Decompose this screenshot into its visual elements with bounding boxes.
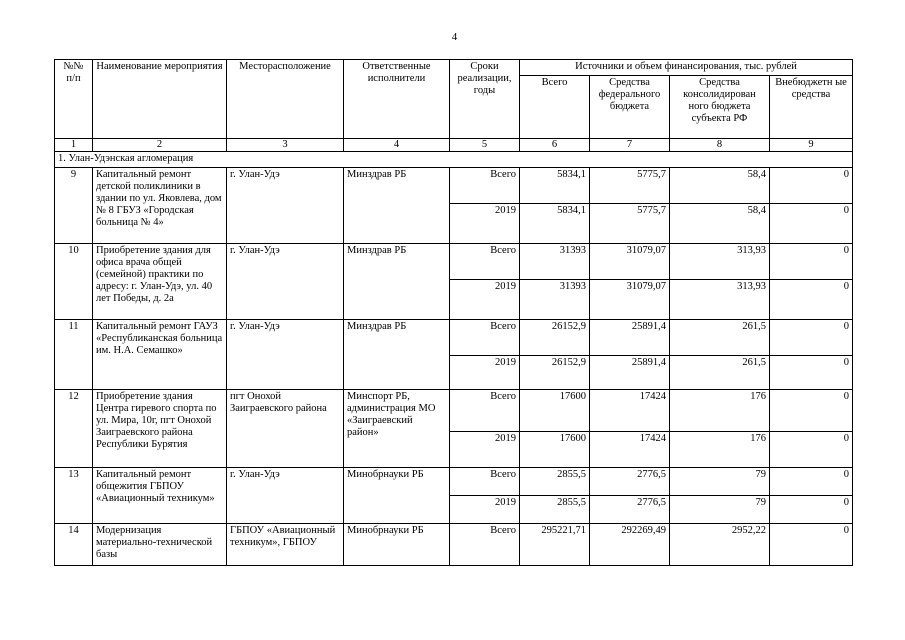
header-location: Месторасположение (227, 60, 344, 139)
amount-federal: 5775,7 (590, 204, 670, 244)
event-location: пгт Онохой Заиграевского района (227, 390, 344, 468)
amount-regional: 58,4 (670, 168, 770, 204)
table-row (55, 390, 853, 432)
event-responsible: Минздрав РБ (344, 244, 450, 320)
header-num: №№ п/п (55, 60, 93, 139)
row-number: 14 (55, 524, 93, 566)
amount-total: 31393 (520, 244, 590, 280)
amount-federal: 2776,5 (590, 468, 670, 496)
column-number: 2 (93, 139, 227, 152)
event-responsible: Минздрав РБ (344, 320, 450, 390)
financing-table (54, 59, 853, 566)
event-name: Приобретение здания для офиса врача общей (семейной) практики по адресу: г. Улан-Удэ, ул. 40 лет Победы, д. 2а (93, 244, 227, 320)
amount-federal: 2776,5 (590, 496, 670, 524)
amount-regional: 176 (670, 432, 770, 468)
row-number: 10 (55, 244, 93, 320)
amount-federal: 17424 (590, 432, 670, 468)
event-location: г. Улан-Удэ (227, 320, 344, 390)
event-location: г. Улан-Удэ (227, 168, 344, 244)
amount-regional: 58,4 (670, 204, 770, 244)
amount-total: 26152,9 (520, 356, 590, 390)
amount-federal: 31079,07 (590, 280, 670, 320)
amount-regional: 261,5 (670, 320, 770, 356)
amount-extra: 0 (770, 168, 853, 204)
event-location: г. Улан-Удэ (227, 244, 344, 320)
event-name: Капитальный ремонт общежития ГБПОУ «Авиационный техникум» (93, 468, 227, 524)
period: 2019 (450, 496, 520, 524)
event-responsible: Минобрнауки РБ (344, 524, 450, 566)
amount-extra: 0 (770, 320, 853, 356)
column-number: 9 (770, 139, 853, 152)
header-financing: Источники и объем финансирования, тыс. рублей (520, 60, 853, 76)
amount-extra: 0 (770, 356, 853, 390)
header-federal: Средства федерального бюджета (590, 76, 670, 139)
amount-extra: 0 (770, 244, 853, 280)
amount-total: 31393 (520, 280, 590, 320)
event-location: ГБПОУ «Авиационный техникум», ГБПОУ (227, 524, 344, 566)
header-responsible: Ответственные исполнители (344, 60, 450, 139)
event-name: Модернизация материально-технической базы (93, 524, 227, 566)
row-number: 11 (55, 320, 93, 390)
header-regional: Средства консолидирован ного бюджета субъекта РФ (670, 76, 770, 139)
period: Всего (450, 468, 520, 496)
period: 2019 (450, 356, 520, 390)
table-row (55, 320, 853, 356)
event-name: Капитальный ремонт ГАУЗ «Республиканская больница им. Н.А. Семашко» (93, 320, 227, 390)
table-row (55, 524, 853, 566)
amount-federal: 17424 (590, 390, 670, 432)
period: 2019 (450, 280, 520, 320)
column-number: 3 (227, 139, 344, 152)
row-number: 12 (55, 390, 93, 468)
event-responsible: Минспорт РБ, администрация МО «Заиграевский район» (344, 390, 450, 468)
amount-extra: 0 (770, 468, 853, 496)
amount-extra: 0 (770, 524, 853, 566)
table-header (55, 60, 853, 152)
amount-extra: 0 (770, 432, 853, 468)
event-responsible: Минобрнауки РБ (344, 468, 450, 524)
amount-federal: 292269,49 (590, 524, 670, 566)
row-number: 13 (55, 468, 93, 524)
column-number: 5 (450, 139, 520, 152)
amount-total: 2855,5 (520, 496, 590, 524)
amount-federal: 31079,07 (590, 244, 670, 280)
section-title: 1. Улан-Удэнская агломерация (55, 152, 853, 168)
amount-total: 17600 (520, 390, 590, 432)
table-row (55, 168, 853, 204)
amount-regional: 79 (670, 496, 770, 524)
table-row (55, 468, 853, 496)
header-total: Всего (520, 76, 590, 139)
period: 2019 (450, 432, 520, 468)
row-number: 9 (55, 168, 93, 244)
amount-total: 5834,1 (520, 168, 590, 204)
column-number: 1 (55, 139, 93, 152)
amount-extra: 0 (770, 204, 853, 244)
amount-extra: 0 (770, 280, 853, 320)
amount-federal: 25891,4 (590, 356, 670, 390)
page-number: 4 (451, 31, 458, 43)
event-responsible: Минздрав РБ (344, 168, 450, 244)
amount-total: 295221,71 (520, 524, 590, 566)
amount-total: 17600 (520, 432, 590, 468)
amount-federal: 5775,7 (590, 168, 670, 204)
amount-extra: 0 (770, 390, 853, 432)
column-number: 7 (590, 139, 670, 152)
event-location: г. Улан-Удэ (227, 468, 344, 524)
table-body (55, 152, 853, 566)
amount-regional: 176 (670, 390, 770, 432)
period: Всего (450, 244, 520, 280)
header-terms: Сроки реализации, годы (450, 60, 520, 139)
column-number: 6 (520, 139, 590, 152)
amount-regional: 79 (670, 468, 770, 496)
header-name: Наименование мероприятия (93, 60, 227, 139)
amount-regional: 313,93 (670, 244, 770, 280)
amount-regional: 261,5 (670, 356, 770, 390)
column-numbers-row (55, 139, 853, 152)
amount-regional: 2952,22 (670, 524, 770, 566)
amount-total: 26152,9 (520, 320, 590, 356)
table-row (55, 244, 853, 280)
section-row (55, 152, 853, 168)
period: 2019 (450, 204, 520, 244)
column-number: 4 (344, 139, 450, 152)
header-extra: Внебюджетн ые средства (770, 76, 853, 139)
amount-total: 2855,5 (520, 468, 590, 496)
amount-federal: 25891,4 (590, 320, 670, 356)
event-name: Капитальный ремонт детской поликлиники в здании по ул. Яковлева, дом № 8 ГБУЗ «Городская больница № 4» (93, 168, 227, 244)
amount-regional: 313,93 (670, 280, 770, 320)
event-name: Приобретение здания Центра гиревого спорта по ул. Мира, 10г, пгт Онохой Заиграевского района Республики Бурятия (93, 390, 227, 468)
period: Всего (450, 390, 520, 432)
column-number: 8 (670, 139, 770, 152)
period: Всего (450, 320, 520, 356)
period: Всего (450, 168, 520, 204)
amount-total: 5834,1 (520, 204, 590, 244)
period: Всего (450, 524, 520, 566)
amount-extra: 0 (770, 496, 853, 524)
